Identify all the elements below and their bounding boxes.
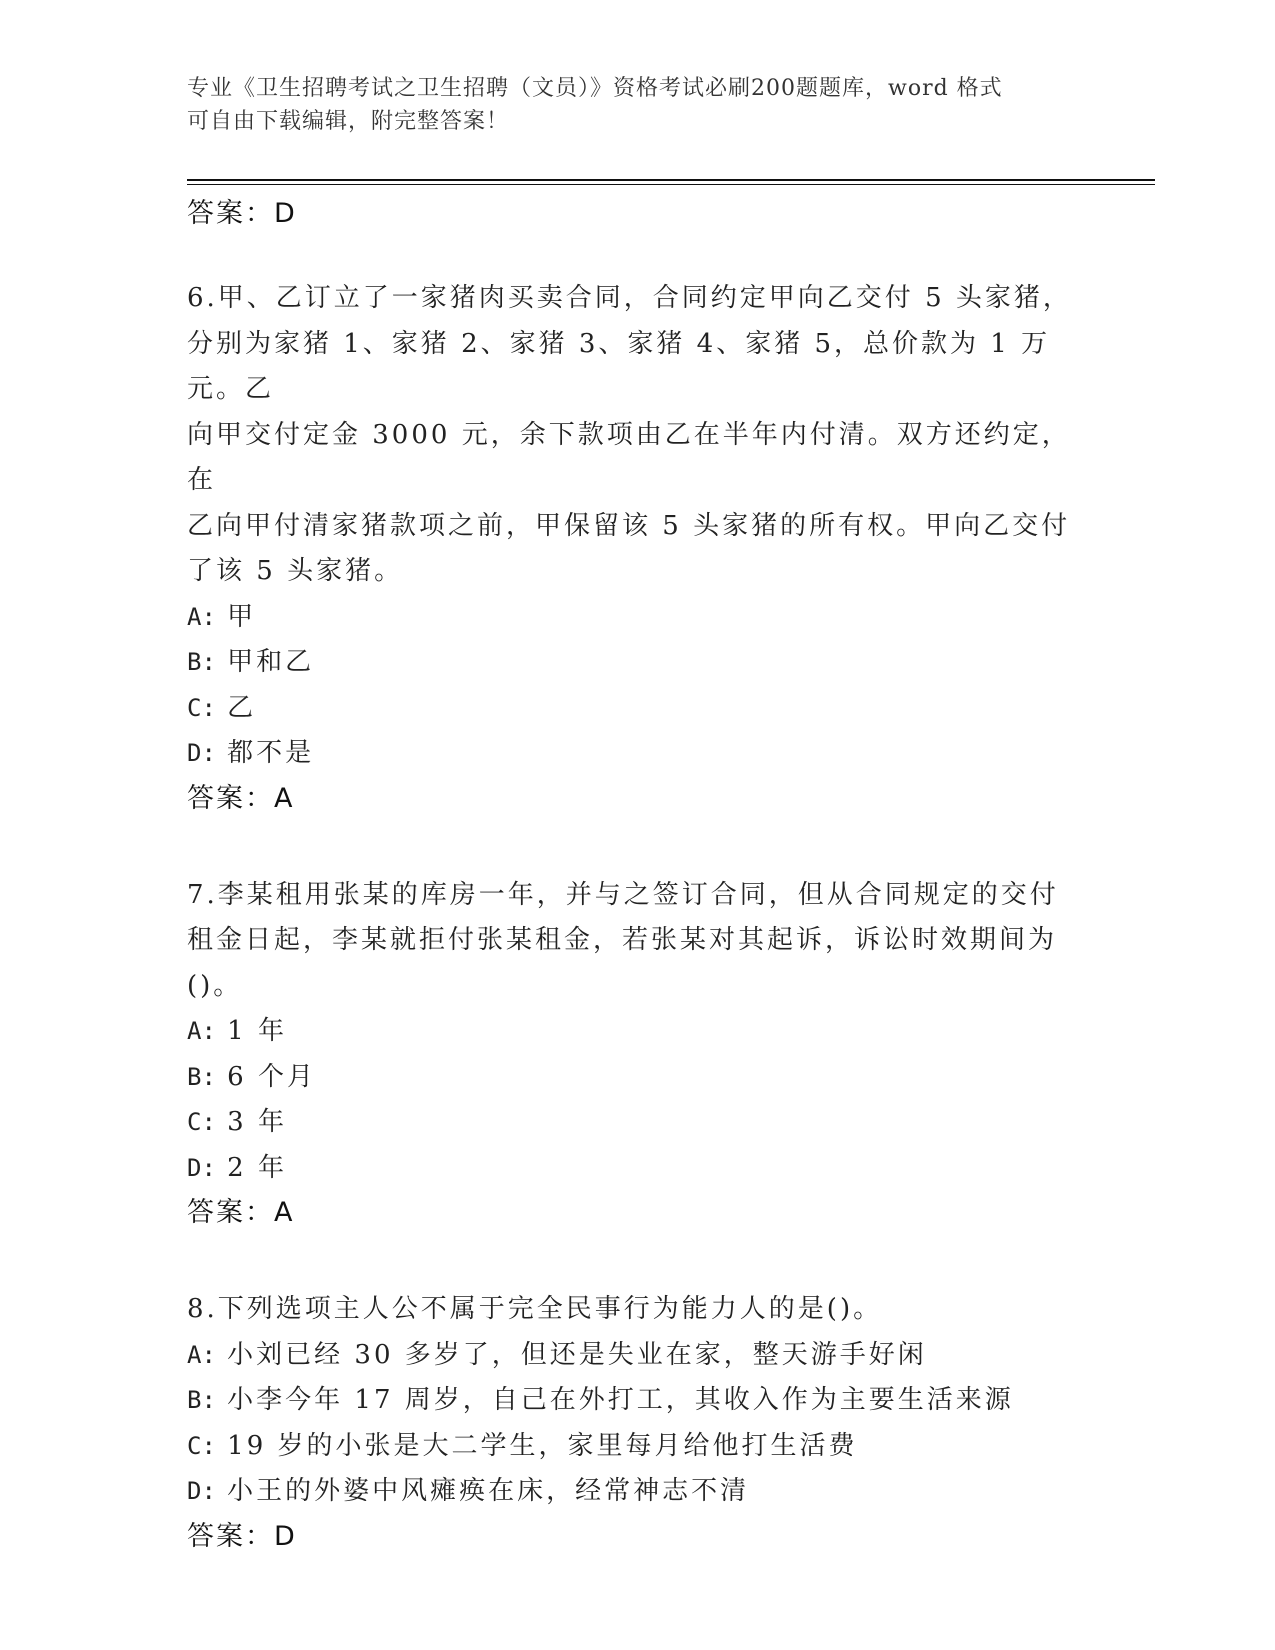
question-line: 乙向甲付清家猪款项之前，甲保留该 5 头家猪的所有权。甲向乙交付 [187, 510, 1071, 541]
question-list [187, 192, 1087, 1559]
question-line: 6.甲、乙订立了一家猪肉买卖合同，合同约定甲向乙交付 5 头家猪， [187, 283, 1072, 313]
question-line: ()。 [187, 970, 243, 1001]
header-line-2: 可自由下载编辑，附完整答案！ [187, 109, 510, 134]
answer-line: 答案：D [187, 198, 297, 229]
option-b: B: 甲和乙 [187, 647, 315, 677]
question-line: 了该 5 头家猪。 [187, 556, 404, 586]
question-line: 8.下列选项主人公不属于完全民事行为能力人的是()。 [187, 1294, 883, 1324]
option-d: D: 都不是 [187, 738, 315, 768]
question-line: 向甲交付定金 3000 元，余下款项由乙在半年内付清。双方还约定，在 [187, 419, 1071, 495]
question-text [187, 873, 1087, 1010]
question-7 [187, 873, 1087, 1236]
header-divider-thin [187, 184, 1155, 185]
option-b: B: 小李今年 17 周岁，自己在外打工，其收入作为主要生活来源 [187, 1385, 1014, 1415]
option-a: A: 1 年 [187, 1016, 287, 1046]
option-c: C: 3 年 [187, 1107, 287, 1137]
header-line-1: 专业《卫生招聘考试之卫生招聘（文员）》资格考试必刷200题题库，word 格式 [187, 76, 1003, 101]
page-header [187, 72, 1067, 138]
question-line: 分别为家猪 1、家猪 2、家猪 3、家猪 4、家猪 5，总价款为 1 万元。乙 [187, 328, 1051, 404]
option-d: D: 小王的外婆中风瘫痪在床，经常神志不清 [187, 1476, 750, 1506]
question-text [187, 276, 1087, 595]
option-d: D: 2 年 [187, 1152, 287, 1183]
option-c: C: 乙 [187, 692, 257, 723]
question-line: 租金日起，李某就拒付张某租金，若张某对其起诉，诉讼时效期间为 [187, 925, 1058, 955]
answer-line: 答案：A [187, 782, 295, 814]
question-8 [187, 1287, 1087, 1559]
option-a: A: 甲 [187, 601, 257, 632]
question-text [187, 1287, 1087, 1333]
answer-line: 答案：A [187, 1197, 295, 1228]
option-c: C: 19 岁的小张是大二学生，家里每月给他打生活费 [187, 1430, 858, 1461]
header-divider [187, 179, 1155, 181]
option-b: B: 6 个月 [187, 1061, 316, 1092]
question-6 [187, 276, 1087, 821]
option-a: A: 小刘已经 30 多岁了，但还是失业在家，整天游手好闲 [187, 1339, 927, 1370]
answer-line: 答案：D [187, 1520, 297, 1552]
question-line: 7.李某租用张某的库房一年，并与之签订合同，但从合同规定的交付 [187, 879, 1059, 910]
